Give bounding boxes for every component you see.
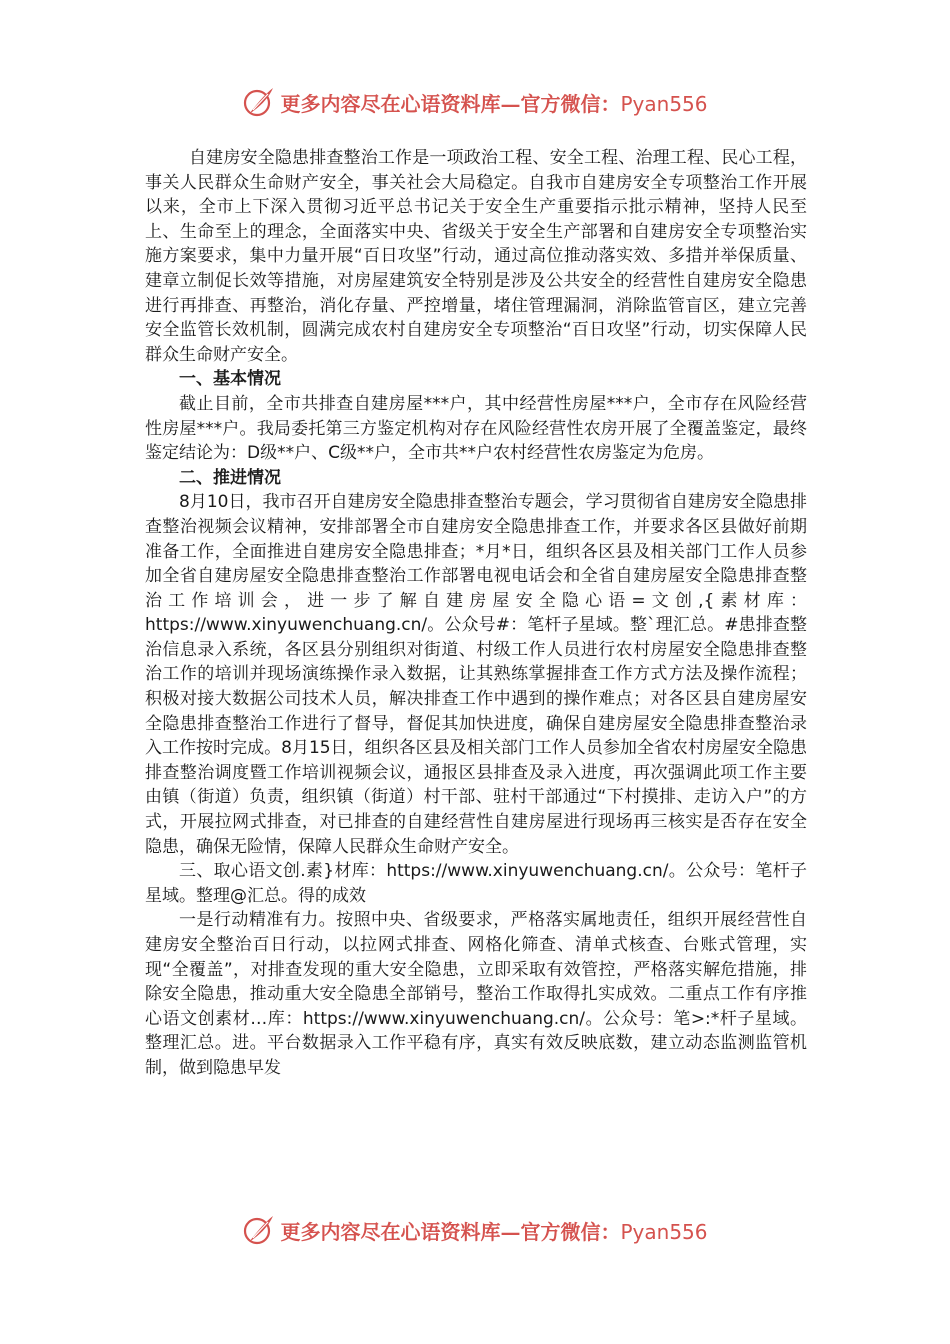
footer-banner bbox=[0, 1212, 950, 1248]
section-heading-results: 三、取心语文创.素}材库：https://www.xinyuwenchuang.cn/。公众号：笔杆子星域。整理@汇总。得的成效 bbox=[145, 861, 807, 906]
document-body bbox=[145, 146, 807, 1081]
feather-pen-logo-icon bbox=[242, 1213, 276, 1247]
section-heading-progress: 二、推进情况 bbox=[179, 467, 281, 488]
section-heading-basic: 一、基本情况 bbox=[179, 369, 281, 390]
feather-pen-logo-icon bbox=[242, 85, 276, 119]
banner-text: 更多内容尽在心语资料库—官方微信：Pyan556 bbox=[280, 91, 708, 116]
section-progress-paragraph: 8月10日，我市召开自建房安全隐患排查整治专题会，学习贯彻省自建房安全隐患排查整治视频会议精神，安排部署全市自建房安全隐患排查工作，并要求各区县做好前期准备工作，全面推进自建房安全隐患排查；*月*日，组织各区县及相关部门工作人员参加全省自建房屋安全隐患排查整治工作部署电视电话会和全省自建房屋安全隐患排查整治工作培训会，进一步了解自建房屋安全隐心语=文创,{素材库：https://www.xinyuwenchuang.cn/。公众号#：笔杆子星域。整`理汇总。#患排查整治信息录入系统，各区县分别组织对街道、村级工作人员进行农村房屋安全隐患排查整治工作的培训并现场演练操作录入数据，让其熟练掌握排查工作方式方法及操作流程；积极对接大数据公司技术人员，解决排查工作中遇到的操作难点；对各区县自建房屋安全隐患排查整治工作进行了督导，督促其加快进度，确保自建房屋安全隐患排查整治录入工作按时完成。8月15日，组织各区县及相关部门工作人员参加全省农村房屋安全隐患排查整治调度暨工作培训视频会议，通报区县排查及录入进度，再次强调此项工作主要由镇（街道）负责，组织镇（街道）村干部、驻村干部通过“下村摸排、走访入户”的方式，开展拉网式排查，对已排查的自建经营性自建房屋进行现场再三核实是否存在安全隐患，确保无险情，保障人民群众生命财产安全。 bbox=[145, 492, 807, 857]
section-basic-paragraph: 截止目前，全市共排查自建房屋***户，其中经营性房屋***户，全市存在风险经营性房屋***户。我局委托第三方鉴定机构对存在风险经营性农房开展了全覆盖鉴定，最终鉴定结论为：D级**户、C级**户，全市共**户农村经营性农房鉴定为危房。 bbox=[145, 393, 807, 464]
header-banner bbox=[0, 84, 950, 120]
section-results-paragraph: 一是行动精准有力。按照中央、省级要求，严格落实属地责任，组织开展经营性自建房安全整治百日行动，以拉网式排查、网格化筛查、清单式核查、台账式管理，实现“全覆盖”，对排查发现的重大安全隐患，立即采取有效管控，严格落实解危措施，排除安全隐患，推动重大安全隐患全部销号，整治工作取得扎实成效。二重点工作有序推心语文创素材…库：https://www.xinyuwenchuang.cn/。公众号：笔>:*杆子星域。整理汇总。进。平台数据录入工作平稳有序，真实有效反映底数，建立动态监测监管机制，做到隐患早发 bbox=[145, 910, 807, 1078]
intro-paragraph: 自建房安全隐患排查整治工作是一项政治工程、安全工程、治理工程、民心工程，事关人民群众生命财产安全，事关社会大局稳定。自我市自建房安全专项整治工作开展以来，全市上下深入贯彻习近平总书记关于安全生产重要指示批示精神，坚持人民至上、生命至上的理念，全面落实中央、省级关于安全生产部署和自建房安全专项整治实施方案要求，集中力量开展“百日攻坚”行动，通过高位推动落实效、多措并举保质量、建章立制促长效等措施，对房屋建筑安全特别是涉及公共安全的经营性自建房安全隐患进行再排查、再整治，消化存量、严控增量，堵住管理漏洞，消除监管盲区，建立完善安全监管长效机制，圆满完成农村自建房安全专项整治“百日攻坚”行动，切实保障人民群众生命财产安全。 bbox=[145, 148, 807, 365]
banner-text: 更多内容尽在心语资料库—官方微信：Pyan556 bbox=[280, 1219, 708, 1244]
